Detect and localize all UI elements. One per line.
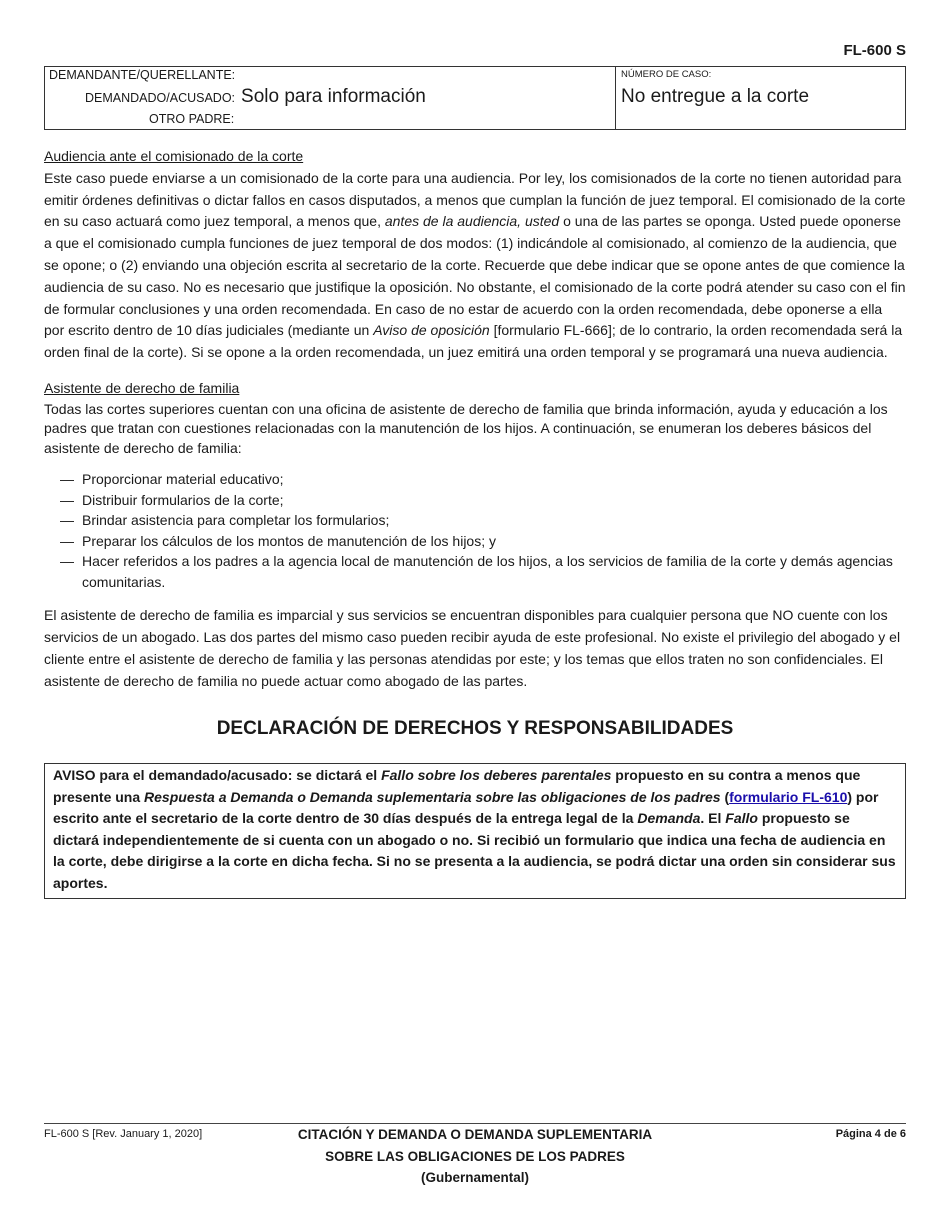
- form-fl610-link[interactable]: formulario FL-610: [729, 788, 848, 805]
- form-id: FL-600 S: [843, 42, 906, 59]
- footer-title-line2: SOBRE LAS OBLIGACIONES DE LOS PADRES: [325, 1148, 625, 1164]
- list-item: — Brindar asistencia para completar los formularios;: [60, 512, 390, 529]
- section-title-commissioner: Audiencia ante el comisionado de la corte: [44, 148, 304, 164]
- footer-title-line3: (Gubernamental): [420, 1170, 529, 1186]
- respondent-label: DEMANDADO/ACUSADO:: [85, 91, 236, 105]
- facilitator-intro: Todas las cortes superiores cuentan con una oficina de asistente de derecho de familia que brinda información, ayuda y educación a los padres que tratan con cuestiones relacionadas con la manutención de los hijos. A continuación, se enumeran los deberes básicos del asistente de derecho de familia:: [44, 400, 888, 456]
- petitioner-row: [49, 68, 235, 82]
- duties-list: [44, 469, 906, 592]
- list-item: — Distribuir formularios de la corte;: [60, 491, 284, 508]
- parties-box: [45, 67, 616, 129]
- declaration-heading: DECLARACIÓN DE DERECHOS Y RESPONSABILIDADES: [216, 718, 734, 739]
- list-item: — Preparar los cálculos de los montos de manutención de los hijos; y: [60, 532, 496, 549]
- petitioner-label: DEMANDANTE/QUERELLANTE:: [49, 68, 236, 82]
- footer-revision: FL-600 S [Rev. January 1, 2020]: [44, 1128, 203, 1140]
- respondent-row: [85, 86, 426, 108]
- body-content: [44, 146, 906, 692]
- other-parent-row: [149, 112, 234, 126]
- case-number-label: NÚMERO DE CASO:: [621, 69, 712, 80]
- facilitator-closing: El asistente de derecho de familia es imparcial y sus servicios se encuentran disponibles para cualquier persona que NO cuente con los servicios de un abogado. Las dos partes del mismo caso pueden recibir ayuda de este profesional. No existe el privilegio del abogado y el cliente entre el asistente de derecho de familia y las personas atendidas por este; y los temas que ellos traten no son confidenciales. El asistente de derecho de familia no puede actuar como abogado de las partes.: [44, 607, 901, 689]
- case-caption: [44, 66, 906, 130]
- other-parent-label: OTRO PADRE:: [149, 112, 235, 126]
- footer-form-title: [250, 1124, 700, 1189]
- footer-page-number: Página 4 de 6: [835, 1128, 906, 1140]
- section-title-facilitator: Asistente de derecho de familia: [44, 379, 240, 396]
- respondent-notice-box: AVISO para el demandado/acusado: se dictará el Fallo sobre los deberes parentales propuesto en su contra a menos que presente una Respuesta a Demanda o Demanda suplementaria sobre las obligaciones de los padres (formulario FL-610) por escrito ante el secretario de la corte dentro de 30 días después de la entrega legal de la Demanda. El Fallo propuesto se dictará independientemente de si cuenta con un abogado o no. Si recibió un formulario que indica una fecha de audiencia en la corte, debe dirigirse a la corte en dicha fecha. Si no se presenta a la audiencia, se podrá dictar una orden sin considerar sus aportes.: [44, 763, 906, 899]
- footer-title-line1: CITACIÓN Y DEMANDA O DEMANDA SUPLEMENTARIA: [297, 1127, 653, 1142]
- case-number-value: No entregue a la corte: [621, 86, 810, 107]
- respondent-value: Solo para información: [241, 86, 426, 107]
- case-number-box: [616, 67, 905, 129]
- list-item: — Hacer referidos a los padres a la agencia local de manutención de los hijos, a los servicios de familia de la corte y demás agencias comunitarias.: [60, 553, 893, 590]
- list-item: — Proporcionar material educativo;: [60, 471, 284, 488]
- commissioner-paragraph: Este caso puede enviarse a un comisionado de la corte para una audiencia. Por ley, los comisionados de la corte no tienen autoridad para emitir órdenes definitivas o dictar fallos en casos disputados, a menos que cumplan la función de juez temporal. El comisionado de la corte en su caso actuará como juez temporal, a menos que, antes de la audiencia, usted o una de las partes se oponga. Usted puede oponerse a que el comisionado cumpla funciones de juez temporal de dos modos: (1) indicándole al comisionado, al comienzo de la audiencia, que se opone; o (2) enviando una objeción escrita al secretario de la corte. Recuerde que debe indicar que se opone antes de que comience la audiencia de su caso. No es necesario que justifique la oposición. No obstante, el comisionado de la corte podrá atender su caso con el fin de formular conclusiones y una orden recomendada. En caso de no estar de acuerdo con la orden recomendada, debe oponerse a ella por escrito dentro de 10 días judiciales (mediante un Aviso de oposición [formulario FL-666]; de lo contrario, la orden recomendada será la orden final de la corte). Si se opone a la orden recomendada, un juez emitirá una orden temporal y se programará una nueva audiencia.: [44, 169, 906, 361]
